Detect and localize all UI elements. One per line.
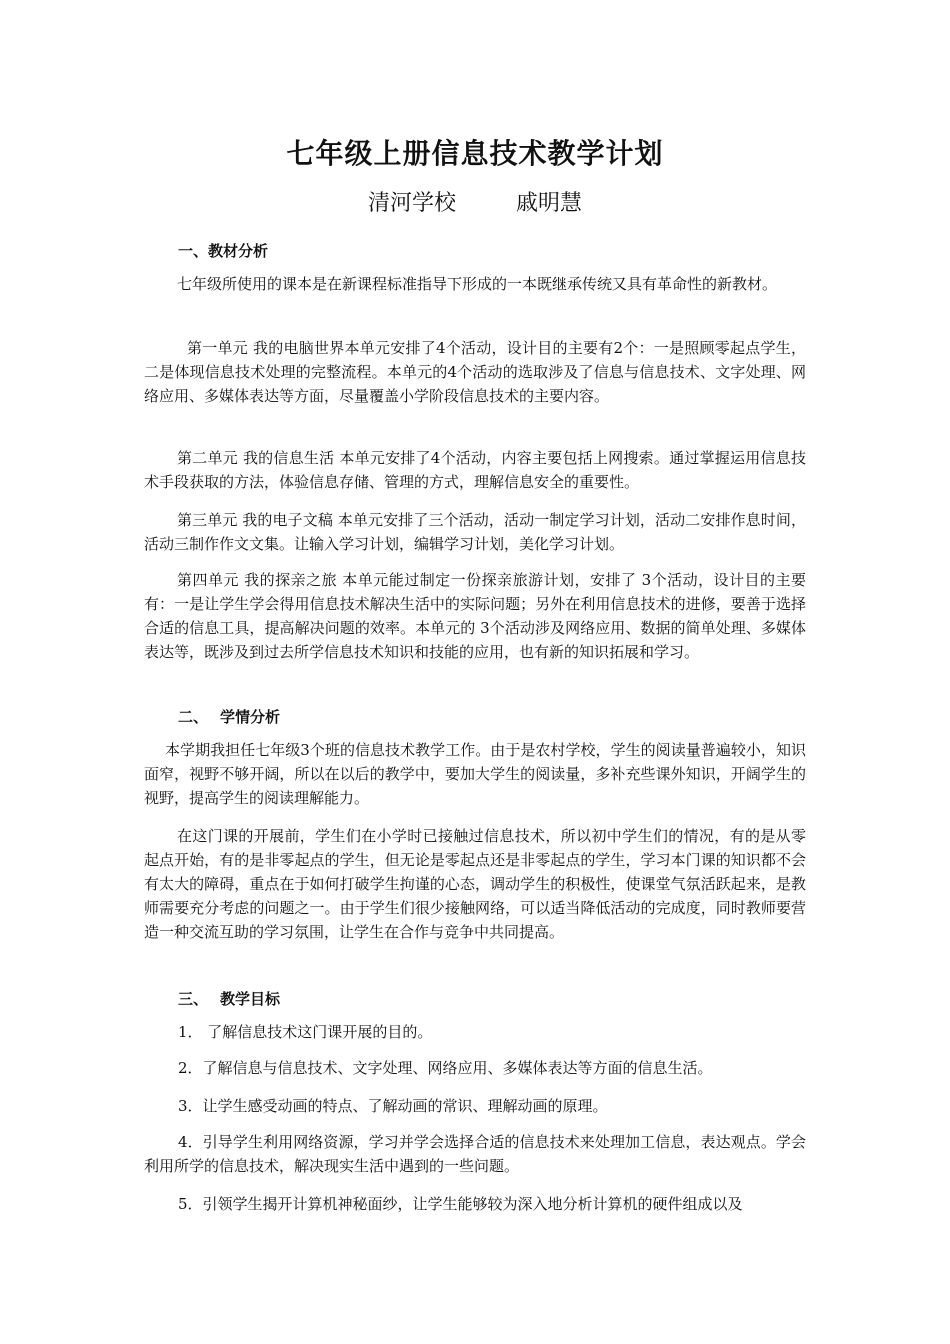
paragraph: 本学期我担任七年级3个班的信息技术教学工作。由于是农村学校，学生的阅读量普遍较小，知识面窄，视野不够开阔，所以在以后的教学中，要加大学生的阅读量，多补充些课外知识，开阔学生的视野，提高学生的阅读理解能力。 — [144, 741, 806, 807]
section-heading — [178, 988, 280, 1009]
author-name: 戚明慧 — [516, 191, 583, 216]
list-item: 3．让学生感受动画的特点、了解动画的常识、理解动画的原理。 — [178, 1097, 608, 1115]
section-title: 教材分析 — [208, 242, 269, 260]
section-number: 三、 — [178, 990, 209, 1008]
section-number: 二、 — [178, 708, 209, 726]
section-heading — [178, 240, 268, 261]
list-item: 4．引导学生利用网络资源，学习并学会选择合适的信息技术来处理加工信息，表达观点。学会利用所学的信息技术，解决现实生活中遇到的一些问题。 — [144, 1133, 806, 1175]
document-byline — [0, 186, 950, 217]
paragraph: 第四单元 我的探亲之旅 本单元能过制定一份探亲旅游计划，安排了 3个活动，设计目的主要有：一是让学生学会得用信息技术解决生活中的实际问题；另外在利用信息技术的进修，要善于选择合适的信息工具，提高解决问题的效率。本单元的 3个活动涉及网络应用、数据的简单处理、多媒体表达等，既涉及到过去所学信息技术知识和技能的应用，也有新的知识拓展和学习。 — [144, 571, 806, 661]
paragraph: 第三单元 我的电子文稿 本单元安排了三个活动，活动一制定学习计划，活动二安排作息时间，活动三制作作文文集。让输入学习计划，编辑学习计划，美化学习计划。 — [144, 511, 806, 553]
document-title: 七年级上册信息技术教学计划 — [286, 137, 664, 170]
list-item: 5．引领学生揭开计算机神秘面纱，让学生能够较为深入地分析计算机的硬件组成以及 — [178, 1195, 743, 1213]
list-item: 2．了解信息与信息技术、文字处理、网络应用、多媒体表达等方面的信息生活。 — [178, 1059, 713, 1077]
section-number: 一、 — [178, 242, 209, 260]
paragraph: 在这门课的开展前，学生们在小学时已接触过信息技术，所以初中学生们的情况，有的是从零起点开始，有的是非零起点的学生，但无论是零起点还是非零起点的学生，学习本门课的知识都不会有太大的障碍，重点在于如何打破学生拘谨的心态，调动学生的积极性，使课堂气氛活跃起来，是教师需要充分考虑的问题之一。由于学生们很少接触网络，可以适当降低活动的完成度，同时教师要营造一种交流互助的学习氛围，让学生在合作与竞争中共同提高。 — [144, 827, 806, 941]
section-title: 学情分析 — [220, 708, 281, 726]
school-name: 清河学校 — [367, 191, 456, 216]
section-title: 教学目标 — [220, 990, 281, 1008]
paragraph: 第一单元 我的电脑世界本单元安排了4个活动，设计目的主要有2个：一是照顾零起点学生，二是体现信息技术处理的完整流程。本单元的4个活动的选取涉及了信息与信息技术、文字处理、网络应用、多媒体表达等方面，尽量覆盖小学阶段信息技术的主要内容。 — [144, 339, 806, 405]
paragraph: 第二单元 我的信息生活 本单元安排了4个活动，内容主要包括上网搜索。通过掌握运用信息技术手段获取的方法，体验信息存储、管理的方式，理解信息安全的重要性。 — [144, 449, 806, 491]
paragraph: 七年级所使用的课本是在新课程标准指导下形成的一本既继承传统又具有革命性的新教材。 — [177, 275, 778, 293]
list-item: 1． 了解信息技术这门课开展的目的。 — [178, 1023, 433, 1041]
section-heading — [178, 706, 280, 727]
